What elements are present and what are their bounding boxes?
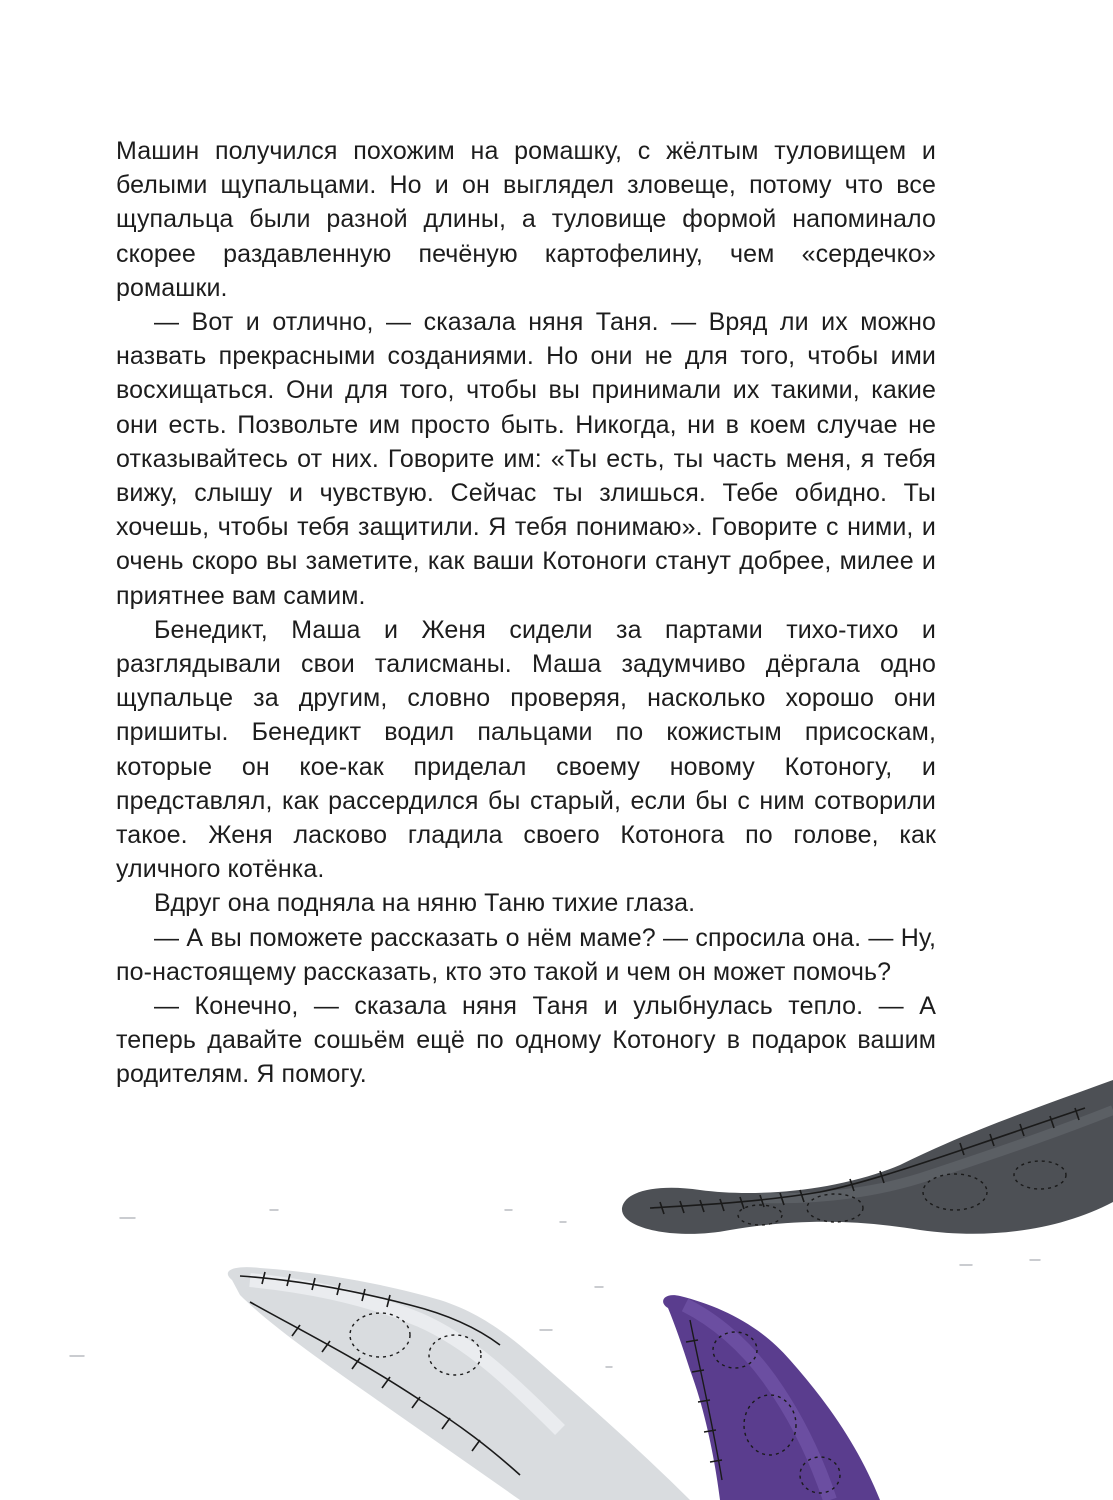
paragraph-5: — А вы поможете рассказать о нём маме? — спросила она. — Ну, по-настоящему рассказать, кто это такой и чем он может помочь? xyxy=(116,923,936,986)
paragraph-4: Вдруг она подняла на няню Таню тихие глаза. xyxy=(154,889,696,918)
purple-tentacle xyxy=(663,1295,880,1500)
white-tentacle xyxy=(228,1267,690,1500)
paragraph-2: — Вот и отлично, — сказала няня Таня. — Вряд ли их можно назвать прекрасными созданиями. Но они не для того, чтобы ими восхищаться. Они для того, чтобы вы принимали их такими, какие они есть. Позвольте им просто быть. Никогда, ни в коем случае не отказывайтесь от них. Говорите им: «Ты есть, ты часть меня, я тебя вижу, слышу и чувствую. Сейчас ты злишься. Тебе обидно. Ты хочешь, чтобы тебя защитили. Я тебя понимаю». Говорите с ними, и очень скоро вы заметите, как ваши Котоноги станут добрее, милее и приятнее вам самим. xyxy=(116,308,936,610)
floor-specks xyxy=(70,1210,1040,1367)
tentacles-illustration xyxy=(0,1080,1113,1500)
paragraph-6: — Конечно, — сказала няня Таня и улыбнулась тепло. — А теперь давайте сошьём ещё по одному Котоногу в подарок вашим родителям. Я помогу. xyxy=(116,992,936,1089)
dark-gray-tentacle xyxy=(622,1080,1113,1234)
paragraph-1: Машин получился похожим на ромашку, с жёлтым туловищем и белыми щупальцами. Но и он выглядел зловеще, потому что все щупальца были разной длины, а туловище формой напоминало скорее раздавленную печёную картофелину, чем «сердечко» ромашки. xyxy=(116,137,936,302)
paragraph-3: Бенедикт, Маша и Женя сидели за партами тихо-тихо и разглядывали свои талисманы. Маша задумчиво дёргала одно щупальце за другим, словно проверяя, насколько хорошо они пришиты. Бенедикт водил пальцами по кожистым присоскам, которые он кое-как приделал своему новому Котоногу, и представлял, как рассердился бы старый, если бы с ним сотворили такое. Женя ласково гладила своего Котонога по голове, как уличного котёнка. xyxy=(116,615,936,884)
story-text xyxy=(116,134,936,1092)
